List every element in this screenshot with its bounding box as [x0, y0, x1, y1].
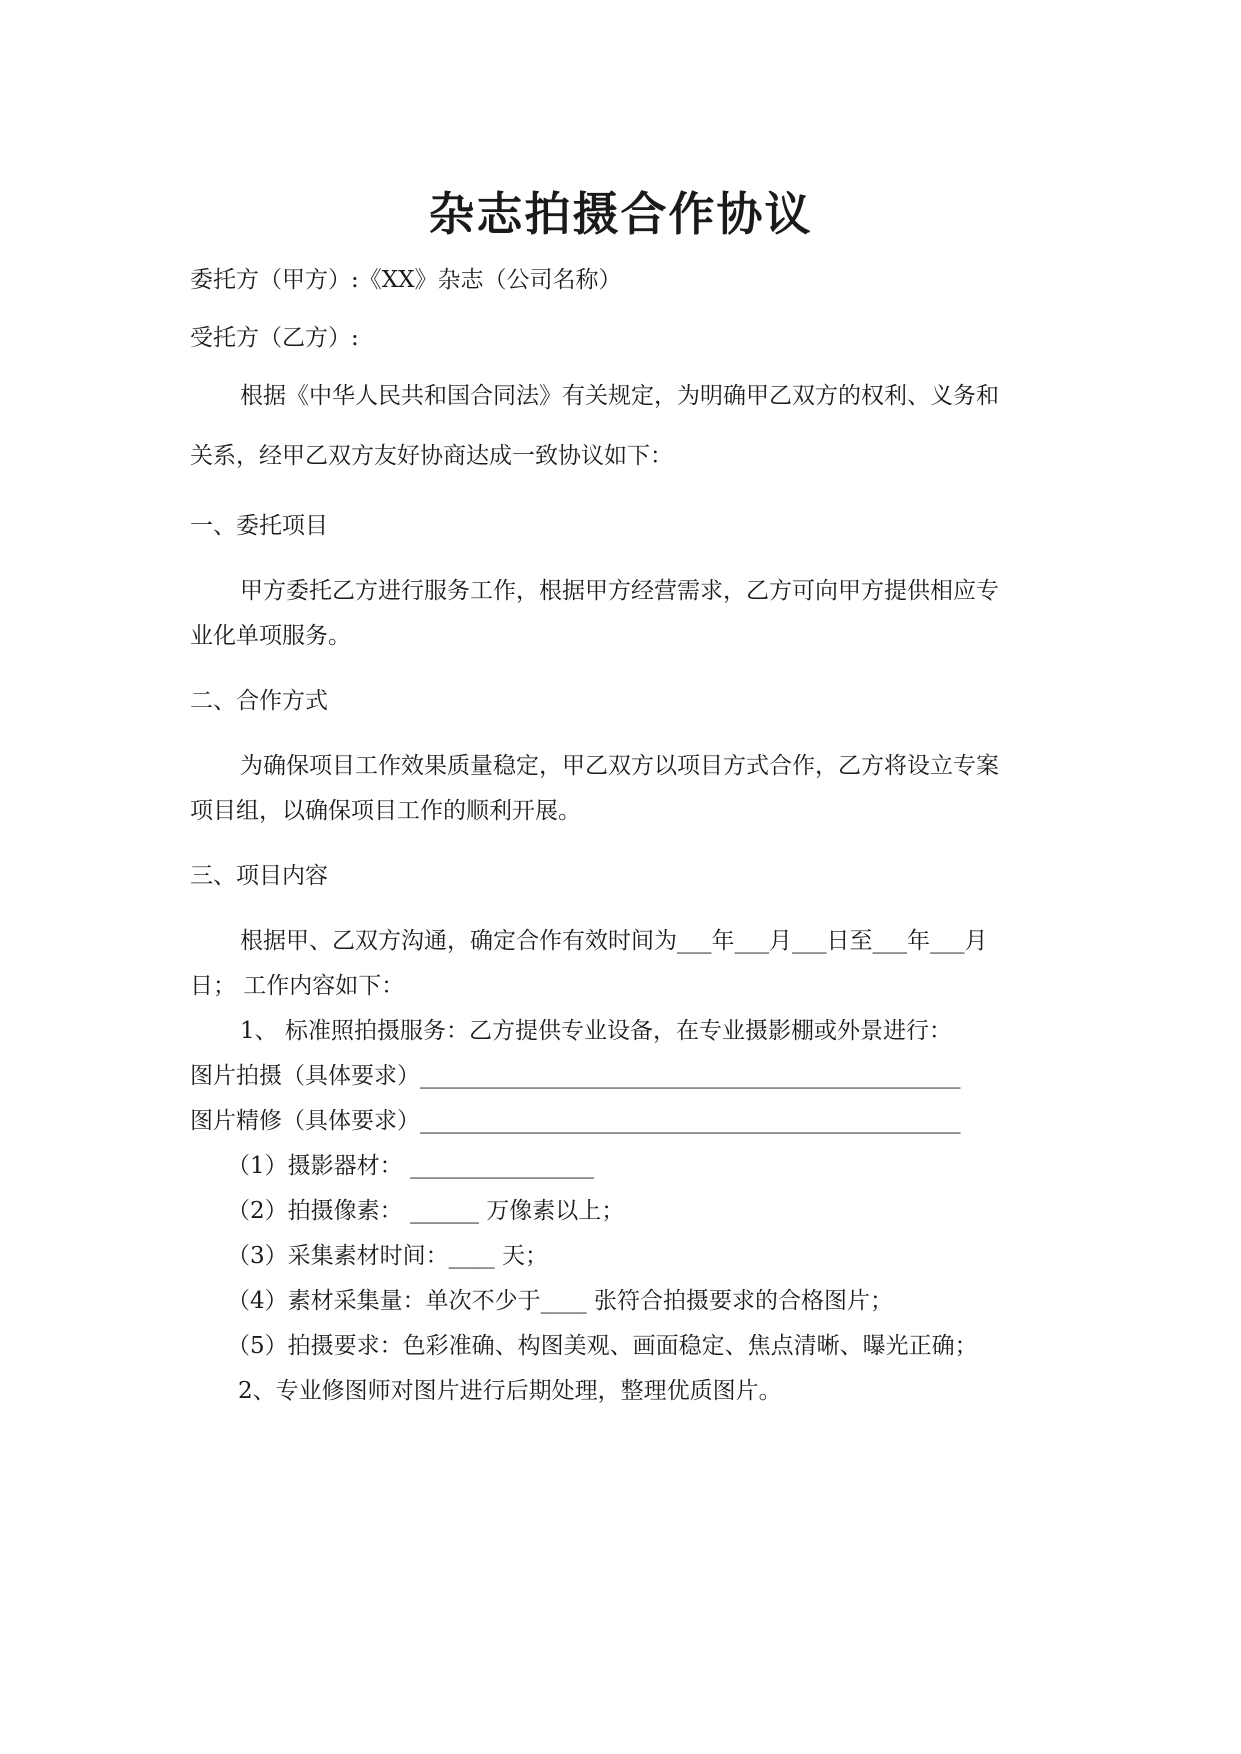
section-3-paragraph-line-1: 根据甲、乙双方沟通，确定合作有效时间为___年___月___日至___年___月 [240, 928, 988, 954]
party-a-line: 委托方（甲方）:《XX》杂志（公司名称） [190, 267, 622, 293]
intro-paragraph-line-2: 关系，经甲乙双方友好协商达成一致协议如下： [190, 443, 673, 469]
section-2-paragraph-line-2: 项目组，以确保项目工作的顺利开展。 [190, 798, 581, 824]
section-3-paragraph-line-2: 日； 工作内容如下： [190, 973, 405, 999]
section-1-heading: 一、委托项目 [190, 513, 328, 539]
section-3-heading: 三、项目内容 [190, 863, 328, 889]
work-item-2: 2、专业修图师对图片进行后期处理，整理优质图片。 [238, 1378, 782, 1404]
sub-item-4: （4）素材采集量：单次不少于____ 张符合拍摄要求的合格图片； [227, 1288, 893, 1314]
sub-item-1: （1）摄影器材： ________________ [227, 1153, 594, 1179]
section-1-paragraph-line-2: 业化单项服务。 [190, 623, 351, 649]
document-title: 杂志拍摄合作协议 [428, 187, 813, 241]
sub-item-5: （5）拍摄要求：色彩准确、构图美观、画面稳定、焦点清晰、曝光正确； [227, 1333, 978, 1359]
work-item-1: 1、 标准照拍摄服务：乙方提供专业设备，在专业摄影棚或外景进行： [240, 1018, 952, 1044]
section-1-paragraph-line-1: 甲方委托乙方进行服务工作，根据甲方经营需求，乙方可向甲方提供相应专 [240, 578, 999, 604]
sub-item-3: （3）采集素材时间：____ 天； [227, 1243, 548, 1269]
photo-retouch-requirement: 图片精修（具体要求）_______________________________________________ [190, 1108, 961, 1134]
section-2-heading: 二、合作方式 [190, 688, 328, 714]
intro-paragraph-line-1: 根据《中华人民共和国合同法》有关规定，为明确甲乙双方的权利、义务和 [240, 383, 999, 409]
party-b-line: 受托方（乙方）: [190, 325, 359, 351]
section-2-paragraph-line-1: 为确保项目工作效果质量稳定，甲乙双方以项目方式合作，乙方将设立专案 [240, 753, 999, 779]
photo-shoot-requirement: 图片拍摄（具体要求）_______________________________________________ [190, 1063, 961, 1089]
sub-item-2: （2）拍摄像素： ______ 万像素以上； [227, 1198, 625, 1224]
